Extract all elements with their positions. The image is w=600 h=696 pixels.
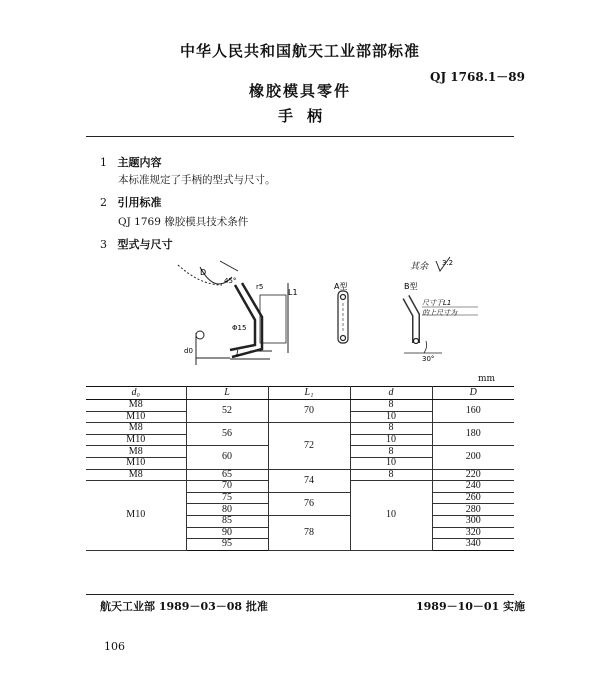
b-type-note-1: 尺寸于L1 bbox=[422, 299, 452, 307]
table-row bbox=[86, 400, 514, 412]
cell-D: 180 bbox=[432, 423, 514, 446]
dim-d-label: D bbox=[200, 268, 207, 277]
table-unit: mm bbox=[478, 374, 496, 384]
header-rule bbox=[86, 136, 514, 137]
a-type-label: A型 bbox=[334, 282, 348, 291]
cell-d: 10 bbox=[350, 481, 432, 551]
cell-D: 340 bbox=[432, 539, 514, 551]
cell-l: 80 bbox=[186, 504, 268, 516]
effective-date: 1989－10－01 实施 bbox=[416, 600, 526, 613]
handle-drawing bbox=[160, 255, 500, 370]
section-1-body: 本标准规定了手柄的型式与尺寸。 bbox=[118, 174, 276, 186]
document-subtitle: 手柄 bbox=[277, 107, 336, 125]
approval-date: 航天工业部 1989－03－08 批准 bbox=[100, 600, 268, 613]
cell-d: 10 bbox=[350, 457, 432, 469]
document-title: 橡胶模具零件 bbox=[248, 82, 351, 100]
footer-rule bbox=[86, 594, 514, 595]
cell-l: 52 bbox=[186, 400, 268, 423]
header-d0: d₀ bbox=[86, 387, 186, 400]
table-header-row bbox=[86, 387, 514, 400]
roughness-note: 其余 bbox=[410, 262, 429, 272]
cell-l1: 74 bbox=[268, 469, 350, 492]
cell-D: 200 bbox=[432, 446, 514, 469]
cell-l1: 70 bbox=[268, 400, 350, 423]
issuing-organization: 中华人民共和国航天工业部部标准 bbox=[179, 42, 420, 60]
cell-d: 10 bbox=[350, 434, 432, 446]
header-l1: L₁ bbox=[268, 387, 350, 400]
a-type-view bbox=[338, 291, 348, 343]
cell-l1: 78 bbox=[268, 515, 350, 550]
standard-code: QJ 1768.1－89 bbox=[430, 70, 525, 84]
cell-D: 300 bbox=[432, 515, 514, 527]
dim-l-label: L bbox=[236, 349, 241, 358]
cell-d: 8 bbox=[350, 469, 432, 481]
cell-l1: 76 bbox=[268, 492, 350, 515]
header-D: D bbox=[432, 387, 514, 400]
section-3-heading: 3 型式与尺寸 bbox=[100, 238, 173, 251]
cell-d: 10 bbox=[350, 411, 432, 423]
roughness-value: 3.2 bbox=[442, 259, 454, 267]
b-type-note-2: 的上尺寸为 bbox=[422, 309, 457, 317]
dim-d0-label: d0 bbox=[184, 347, 193, 355]
section-1-heading: 1 主题内容 bbox=[100, 156, 162, 169]
cell-d0: M8 bbox=[86, 469, 186, 481]
table-row bbox=[86, 469, 514, 481]
dim-l1-label: L1 bbox=[288, 288, 298, 297]
cell-l: 70 bbox=[186, 481, 268, 493]
section-2-heading: 2 引用标准 bbox=[100, 196, 162, 209]
cell-d0: M8 bbox=[86, 423, 186, 435]
cell-l1: 72 bbox=[268, 423, 350, 469]
cell-d0: M10 bbox=[86, 457, 186, 469]
cell-D: 220 bbox=[432, 469, 514, 481]
cell-d0: M10 bbox=[86, 411, 186, 423]
b-type-label: B型 bbox=[404, 282, 418, 291]
header-d: d bbox=[350, 387, 432, 400]
cell-l: 60 bbox=[186, 446, 268, 469]
cell-d0: M10 bbox=[86, 481, 186, 551]
dim-phi-label: Φ15 bbox=[232, 324, 247, 332]
cell-d0: M8 bbox=[86, 446, 186, 458]
cell-l: 75 bbox=[186, 492, 268, 504]
cell-D: 320 bbox=[432, 527, 514, 539]
dim-45-label: 45° bbox=[224, 277, 237, 285]
cell-d0: M10 bbox=[86, 434, 186, 446]
dim-30-label: 30° bbox=[422, 355, 435, 363]
cell-D: 160 bbox=[432, 400, 514, 423]
cell-l: 95 bbox=[186, 539, 268, 551]
cell-d: 8 bbox=[350, 423, 432, 435]
cell-D: 280 bbox=[432, 504, 514, 516]
cell-l: 85 bbox=[186, 515, 268, 527]
cell-d: 8 bbox=[350, 446, 432, 458]
cell-l: 56 bbox=[186, 423, 268, 446]
dimension-table bbox=[86, 386, 514, 551]
cell-d: 8 bbox=[350, 400, 432, 412]
cell-d0: M8 bbox=[86, 400, 186, 412]
dim-r-label: r5 bbox=[256, 283, 264, 291]
cell-D: 260 bbox=[432, 492, 514, 504]
table-row bbox=[86, 423, 514, 435]
page-number: 106 bbox=[104, 640, 125, 653]
header-l: L bbox=[186, 387, 268, 400]
cell-l: 65 bbox=[186, 469, 268, 481]
section-2-body: QJ 1769 橡胶模具技术条件 bbox=[118, 216, 249, 228]
cell-D: 240 bbox=[432, 481, 514, 493]
cell-l: 90 bbox=[186, 527, 268, 539]
